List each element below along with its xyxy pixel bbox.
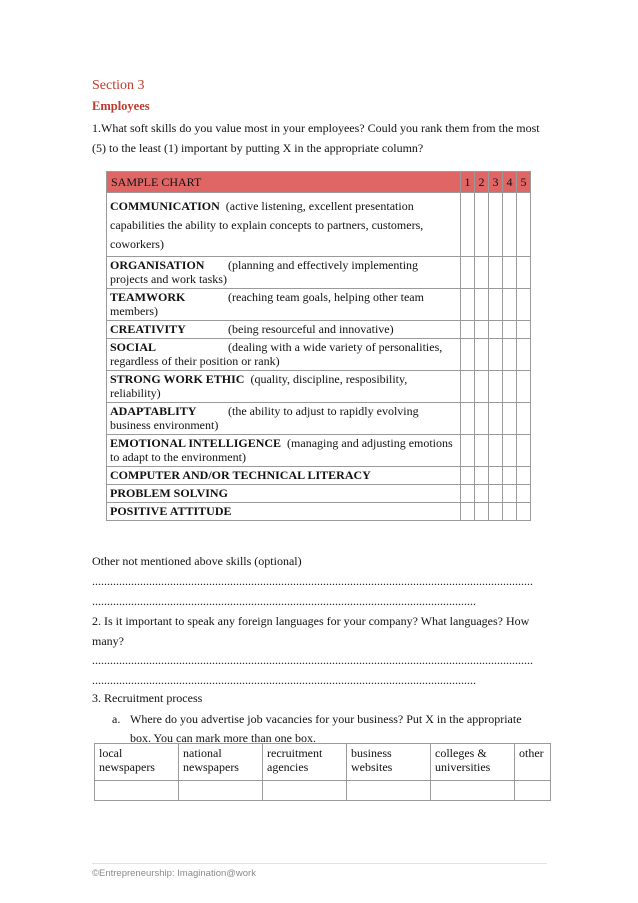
skills-table-header-label: SAMPLE CHART [107,172,461,193]
skill-row [107,321,531,339]
skill-row [107,289,531,321]
rank-cell-5[interactable] [517,403,531,435]
rank-cell-4[interactable] [503,403,517,435]
rank-cell-3[interactable] [489,503,503,521]
skill-description: (quality, discipline, resposibility, reliability) [110,372,408,400]
rank-cell-1[interactable] [461,321,475,339]
skill-name: COMMUNICATION [110,199,220,213]
option-business-websites: business websites [347,744,431,781]
rank-header-4: 4 [503,172,517,193]
skill-cell [107,403,461,435]
rank-cell-1[interactable] [461,289,475,321]
rank-cell-5[interactable] [517,503,531,521]
skill-description: (managing and adjusting emotions to adapt to the environment) [110,436,453,464]
skill-name: ORGANISATION [110,258,205,272]
rank-cell-4[interactable] [503,339,517,371]
recruitment-options-row [95,744,551,781]
answer-cell-local-newspapers[interactable] [95,781,179,801]
answer-cell-colleges-universities[interactable] [431,781,515,801]
other-skills-answer-line-1[interactable]: ................................................................................................................................................... [92,574,533,588]
skill-row [107,403,531,435]
option-local-newspapers: local newspapers [95,744,179,781]
skill-name: COMPUTER AND/OR TECHNICAL LITERACY [110,468,371,482]
rank-cell-3[interactable] [489,485,503,503]
rank-cell-5[interactable] [517,193,531,257]
rank-header-5: 5 [517,172,531,193]
question-3a-text: Where do you advertise job vacancies for your business? Put X in the appropriate box. You can mark more than one box. [130,712,522,745]
question-2-text: 2. Is it important to speak any foreign languages for your company? What languages? How many? [92,614,530,648]
rank-cell-5[interactable] [517,321,531,339]
skill-cell [107,503,461,521]
footer-text: ©Entrepreneurship: Imagination@work [92,868,256,879]
recruitment-answer-row [95,781,551,801]
rank-cell-2[interactable] [475,339,489,371]
rank-cell-3[interactable] [489,193,503,257]
rank-cell-4[interactable] [503,193,517,257]
skill-cell [107,485,461,503]
rank-cell-5[interactable] [517,257,531,289]
rank-cell-3[interactable] [489,289,503,321]
rank-cell-2[interactable] [475,321,489,339]
rank-cell-4[interactable] [503,485,517,503]
rank-cell-4[interactable] [503,289,517,321]
section-title: Section 3 [92,78,145,93]
section-subtitle: Employees [92,99,150,113]
skill-row [107,485,531,503]
rank-cell-5[interactable] [517,435,531,467]
skill-name: ADAPTABLITY [110,404,197,418]
skill-description: (the ability to adjust to rapidly evolving business environment) [110,404,419,432]
rank-cell-2[interactable] [475,403,489,435]
rank-cell-3[interactable] [489,339,503,371]
rank-cell-2[interactable] [475,435,489,467]
skill-name: EMOTIONAL INTELLIGENCE [110,436,282,450]
rank-cell-1[interactable] [461,193,475,257]
skill-description: (being resourceful and innovative) [228,322,394,336]
skill-description: (dealing with a wide variety of personalities, regardless of their position or rank) [110,340,443,368]
rank-cell-4[interactable] [503,371,517,403]
rank-cell-2[interactable] [475,467,489,485]
other-skills-label: Other not mentioned above skills (optional) [92,554,302,568]
skill-row [107,503,531,521]
rank-cell-5[interactable] [517,289,531,321]
skill-cell [107,339,461,371]
skill-row [107,339,531,371]
option-colleges-universities: colleges & universities [431,744,515,781]
answer-cell-recruitment-agencies[interactable] [263,781,347,801]
question-1-text: 1.What soft skills do you value most in your employees? Could you rank them from the most (5) to the least (1) important by putting X in the appropriate column? [92,121,540,155]
skill-name: POSITIVE ATTITUDE [110,504,232,518]
skill-cell [107,467,461,485]
skill-name: SOCIAL [110,340,157,354]
option-national-newspapers: national newspapers [179,744,263,781]
rank-cell-3[interactable] [489,403,503,435]
languages-answer-line-2[interactable]: ................................................................................................................................ [92,673,476,687]
rank-cell-3[interactable] [489,371,503,403]
rank-cell-4[interactable] [503,467,517,485]
option-other: other [515,744,551,781]
rank-cell-3[interactable] [489,257,503,289]
skill-row [107,435,531,467]
rank-cell-5[interactable] [517,371,531,403]
skill-name: TEAMWORK [110,290,186,304]
rank-cell-4[interactable] [503,321,517,339]
other-skills-answer-line-2[interactable]: ................................................................................................................................ [92,594,476,608]
rank-cell-4[interactable] [503,503,517,521]
skill-name: STRONG WORK ETHIC [110,372,245,386]
answer-cell-national-newspapers[interactable] [179,781,263,801]
option-recruitment-agencies: recruitment agencies [263,744,347,781]
rank-header-1: 1 [461,172,475,193]
rank-cell-2[interactable] [475,485,489,503]
question-3-title: 3. Recruitment process [92,691,203,705]
rank-cell-1[interactable] [461,503,475,521]
soft-skills-ranking-table [106,171,531,521]
skill-cell [107,321,461,339]
rank-cell-2[interactable] [475,371,489,403]
skill-name: PROBLEM SOLVING [110,486,228,500]
skill-cell [107,257,461,289]
answer-cell-other[interactable] [515,781,551,801]
rank-cell-2[interactable] [475,289,489,321]
rank-cell-1[interactable] [461,403,475,435]
rank-cell-4[interactable] [503,435,517,467]
rank-cell-2[interactable] [475,193,489,257]
skill-cell [107,289,461,321]
recruitment-channels-table [94,743,551,801]
rank-header-2: 2 [475,172,489,193]
rank-header-3: 3 [489,172,503,193]
skill-description: (active listening, excellent presentation capabilities the ability to explain concepts to partners, customers, coworkers) [110,199,424,251]
rank-cell-3[interactable] [489,435,503,467]
skill-description: (planning and effectively implementing projects and work tasks) [110,258,419,286]
skill-row [107,467,531,485]
skills-table-header-row [107,172,531,193]
languages-answer-line-1[interactable]: ................................................................................................................................................... [92,653,533,667]
rank-cell-3[interactable] [489,467,503,485]
footer-divider [92,863,547,864]
skill-description: (reaching team goals, helping other team members) [110,290,424,318]
skill-name: CREATIVITY [110,322,186,336]
question-3a-marker: a. [112,712,121,726]
skill-row [107,371,531,403]
rank-cell-1[interactable] [461,435,475,467]
rank-cell-5[interactable] [517,467,531,485]
rank-cell-2[interactable] [475,257,489,289]
rank-cell-4[interactable] [503,257,517,289]
rank-cell-3[interactable] [489,321,503,339]
rank-cell-1[interactable] [461,257,475,289]
rank-cell-1[interactable] [461,467,475,485]
answer-cell-business-websites[interactable] [347,781,431,801]
skill-cell [107,371,461,403]
rank-cell-1[interactable] [461,371,475,403]
skill-row [107,193,531,257]
skill-row [107,257,531,289]
rank-cell-1[interactable] [461,339,475,371]
rank-cell-1[interactable] [461,485,475,503]
rank-cell-5[interactable] [517,339,531,371]
rank-cell-2[interactable] [475,503,489,521]
skill-cell [107,193,461,257]
rank-cell-5[interactable] [517,485,531,503]
skill-cell [107,435,461,467]
